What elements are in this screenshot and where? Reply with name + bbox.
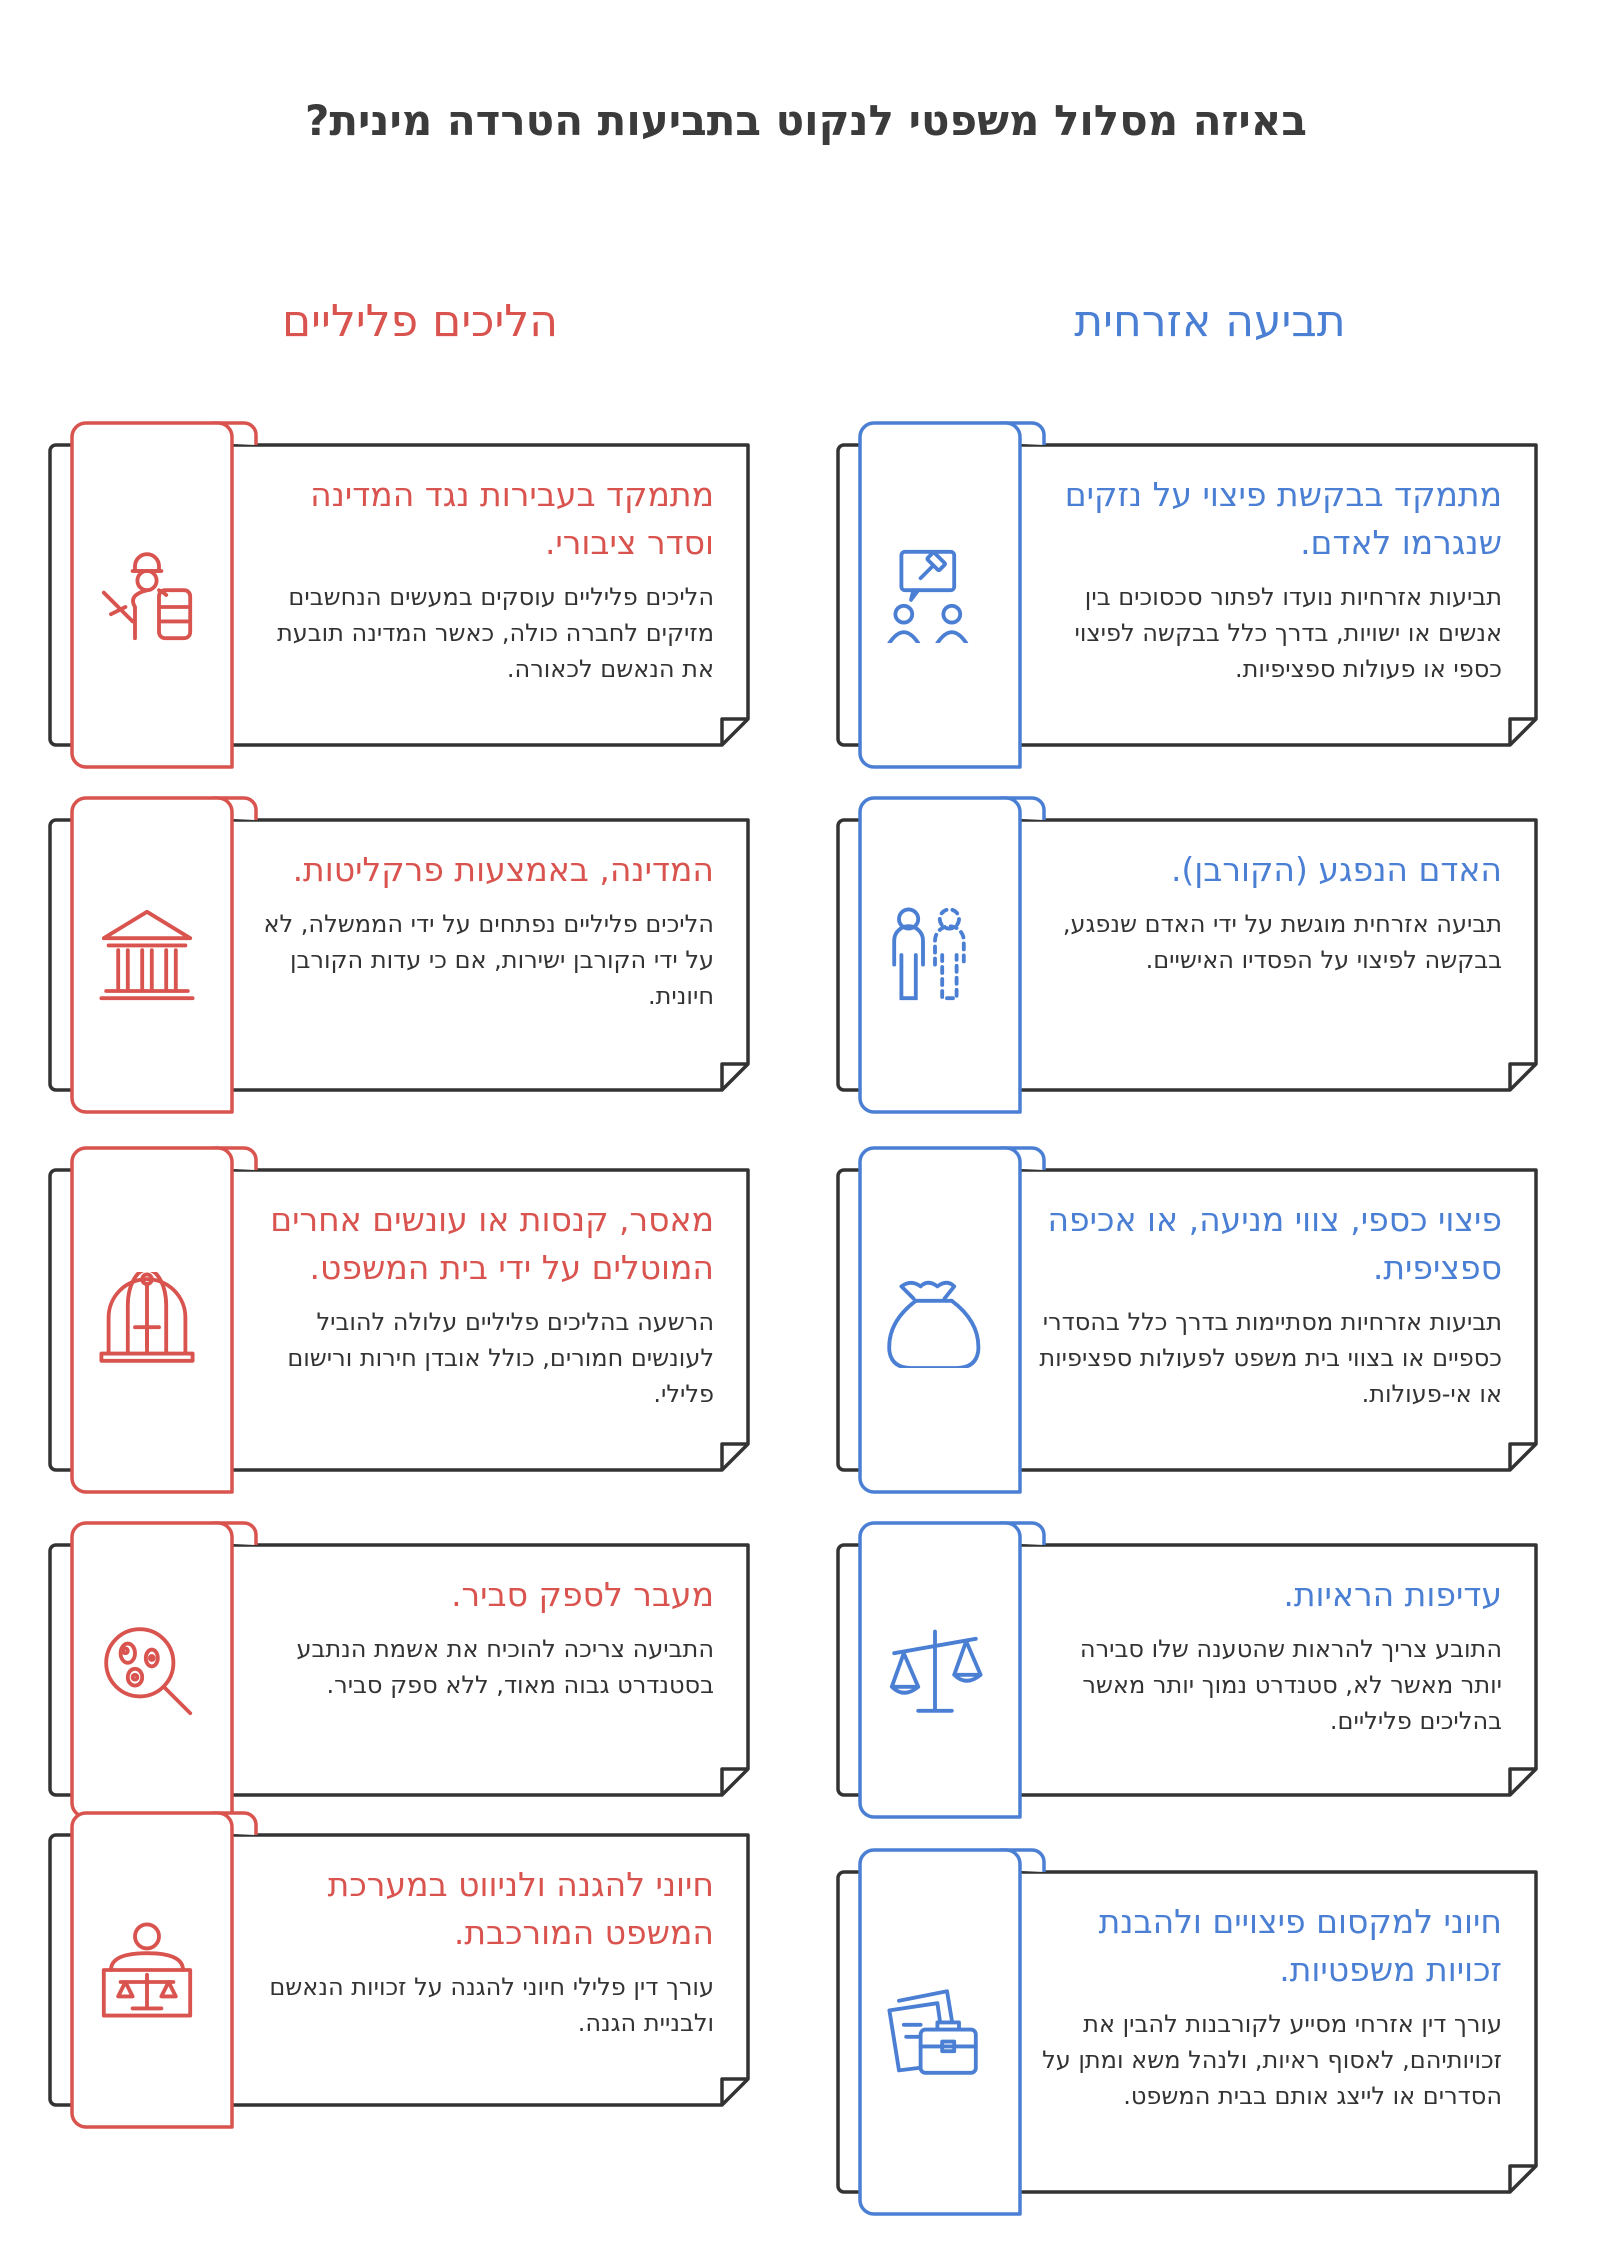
civil-column-title: תביעה אזרחית: [1074, 296, 1346, 347]
police-officer-icon: [99, 547, 195, 643]
criminal-card-text: [250, 471, 714, 687]
scales-icon: [887, 1622, 983, 1718]
civil-card-description: תביעות אזרחיות מסתיימות בדרך כלל בהסדרי כספיים או בצווי בית משפט לפעולות ספציפיות או אי-פעולות.: [1039, 1308, 1502, 1408]
civil-card-heading: פיצוי כספי, צווי מניעה, או אכיפה ספציפית.: [1047, 1200, 1502, 1287]
civil-card-2: [836, 798, 1536, 1112]
criminal-card-description: הרשעה בהליכים פליליים עלולה להוביל לעונשים חמורים, כולל אובדן חירות ורישום פלילי.: [287, 1308, 714, 1408]
criminal-card-description: התביעה צריכה להוכיח את אשמת הנתבע בסטנדרט גבוה מאוד, ללא ספק סביר.: [296, 1635, 714, 1699]
civil-card-text: [1038, 1571, 1502, 1739]
criminal-card-4: [48, 1523, 748, 1817]
criminal-card-3: [48, 1148, 748, 1492]
criminal-card-2: [48, 798, 748, 1112]
birdcage-icon: [99, 1272, 195, 1368]
criminal-card-text: [250, 1196, 714, 1412]
criminal-card-5: [48, 1813, 748, 2127]
documents-briefcase-icon: [887, 1984, 983, 2080]
civil-card-text: [1038, 471, 1502, 687]
courthouse-icon: [99, 907, 195, 1003]
civil-card-text: [1038, 1196, 1502, 1412]
civil-card-heading: חיוני למקסום פיצויים ולהבנת זכויות משפטיות.: [1098, 1902, 1502, 1989]
gavel-people-icon: [887, 547, 983, 643]
civil-card-description: תביעות אזרחיות נועדו לפתור סכסוכים בין אנשים או ישויות, בדרך כלל בבקשה לפיצוי כספי או פעולות ספציפיות.: [1074, 583, 1502, 683]
criminal-card-text: [250, 1571, 714, 1703]
criminal-card-heading: מתמקד בעבירות נגד המדינה וסדר ציבורי.: [310, 475, 714, 562]
money-bag-icon: [887, 1272, 983, 1368]
civil-card-text: [1038, 846, 1502, 978]
criminal-card-text: [250, 1861, 714, 2041]
civil-card-heading: האדם הנפגע (הקורבן).: [1170, 850, 1502, 889]
criminal-card-heading: מעבר לספק סביר.: [451, 1575, 714, 1614]
criminal-card-description: הליכים פליליים נפתחים על ידי הממשלה, לא על ידי הקורבן ישירות, אם כי עדות הקורבן חיונית.: [263, 910, 714, 1010]
person-shadow-icon: [887, 907, 983, 1003]
page-title: באיזה מסלול משפטי לנקוט בתביעות הטרדה מינית?: [305, 96, 1307, 145]
criminal-card-description: עורך דין פלילי חיוני להגנה על זכויות הנאשם ולבניית הגנה.: [269, 1973, 714, 2037]
civil-card-5: [836, 1850, 1536, 2214]
civil-card-3: [836, 1148, 1536, 1492]
civil-card-description: עורך דין אזרחי מסייע לקורבנות להבין את זכויותיהם, לאסוף ראיות, ולנהל משא ומתן על הסדרים או לייצג אותם בבית המשפט.: [1042, 2010, 1502, 2110]
civil-card-1: [836, 423, 1536, 767]
magnifier-evidence-icon: [99, 1622, 195, 1718]
criminal-card-text: [250, 846, 714, 1014]
criminal-card-description: הליכים פליליים עוסקים במעשים הנחשבים מזיקים לחברה כולה, כאשר המדינה תובעת את הנאשם לכאורה.: [276, 583, 714, 683]
criminal-column-title: הליכים פליליים: [281, 296, 559, 347]
civil-card-heading: עדיפות הראיות.: [1283, 1575, 1502, 1614]
civil-card-description: התובע צריך להראות שהטענה שלו סבירה יותר מאשר לא, סטנדרט נמוך יותר מאשר בהליכים פליליים.: [1079, 1635, 1502, 1735]
civil-card-text: [1038, 1898, 1502, 2114]
civil-card-heading: מתמקד בבקשת פיצוי על נזקים שנגרמו לאדם.: [1064, 475, 1502, 562]
civil-card-4: [836, 1523, 1536, 1817]
criminal-card-heading: המדינה, באמצעות פרקליטות.: [292, 850, 714, 889]
civil-card-description: תביעה אזרחית מוגשת על ידי האדם שנפגע, בבקשה לפיצוי על הפסדיו האישיים.: [1062, 910, 1502, 974]
lawyer-scales-icon: [99, 1922, 195, 2018]
criminal-card-heading: מאסר, קנסות או עונשים אחרים המוטלים על ידי בית המשפט.: [270, 1200, 714, 1287]
criminal-card-1: [48, 423, 748, 767]
criminal-card-heading: חיוני להגנה ולניווט במערכת המשפט המורכבת.: [327, 1865, 714, 1952]
